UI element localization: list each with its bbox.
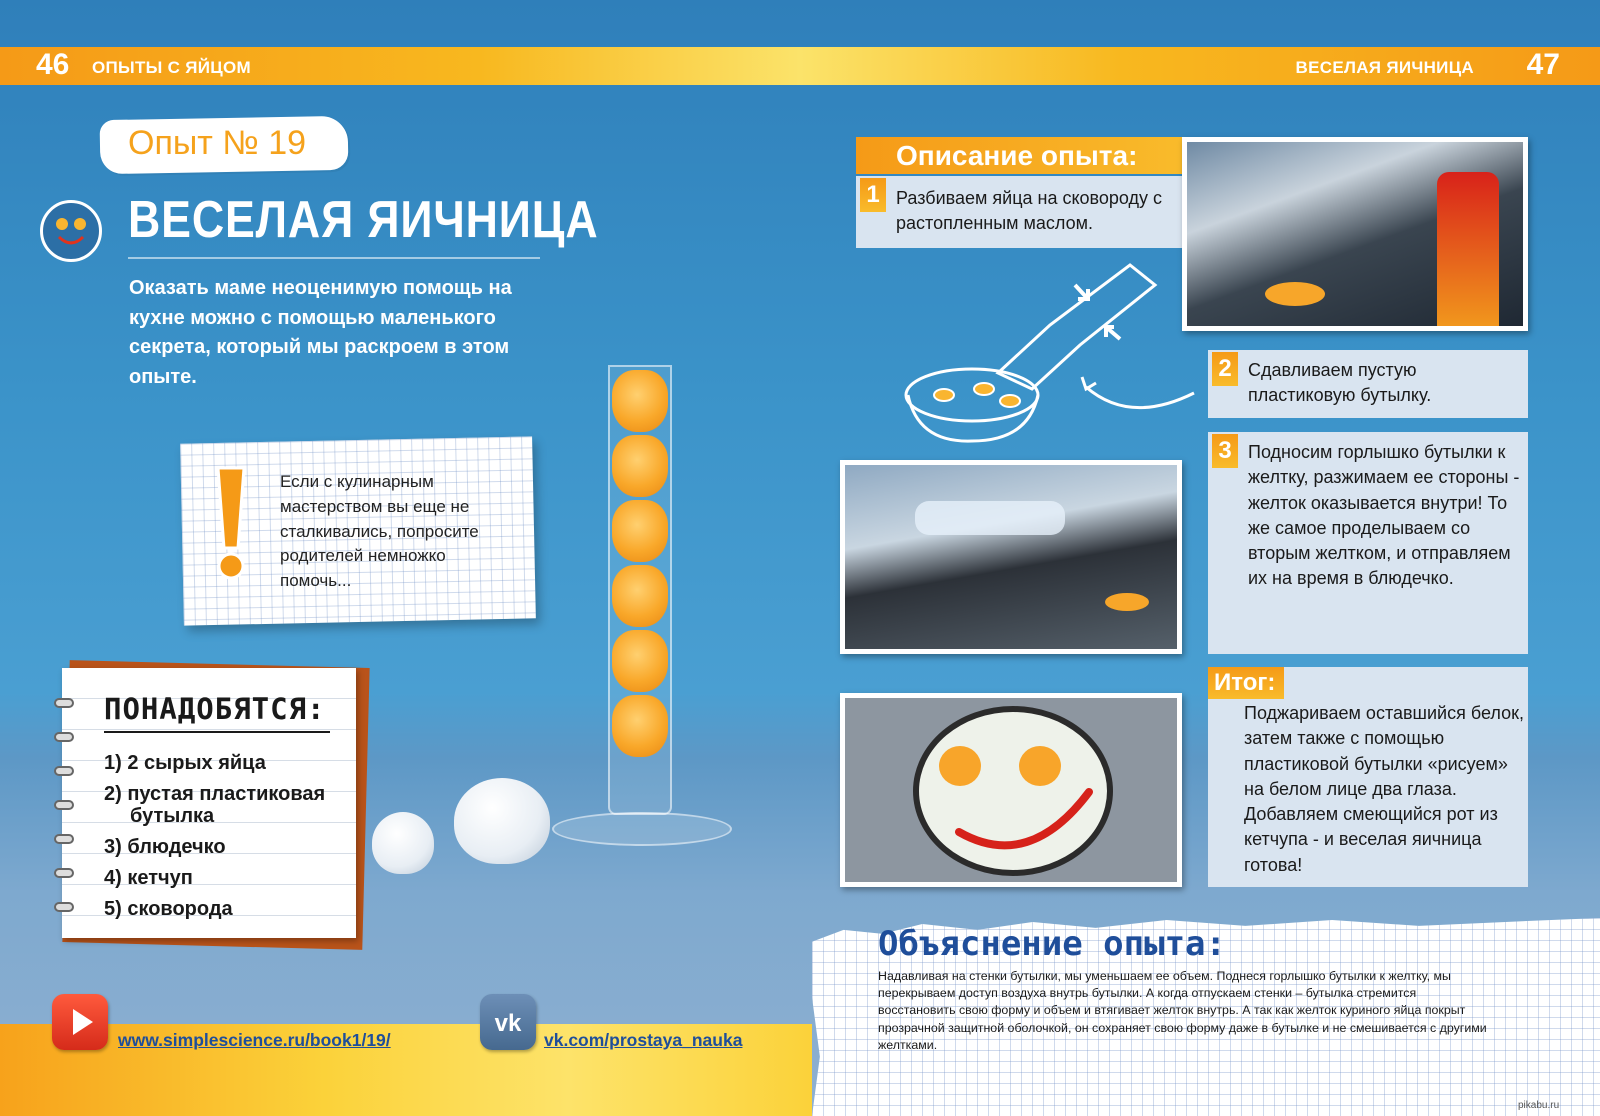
spiral-ring [54, 902, 74, 912]
smiley-omelette [913, 706, 1113, 876]
step-1-number: 1 [860, 178, 886, 212]
eggshell-image [454, 778, 550, 864]
spiral-ring [54, 732, 74, 742]
vk-icon[interactable] [480, 994, 536, 1050]
website-link[interactable]: www.simplescience.ru/book1/19/ [118, 1030, 391, 1050]
explanation-title: Объяснение опыта: [878, 924, 1226, 964]
supply-item: бутылка [130, 805, 215, 827]
left-page-number: 46 [36, 48, 70, 81]
squeeze-bottle-illustration [900, 255, 1200, 445]
supply-item: 3) блюдечко [104, 836, 226, 858]
yolk [612, 565, 668, 627]
spiral-ring [54, 868, 74, 878]
explanation-text: Надавливая на стенки бутылки, мы уменьшаем ее объем. Поднеся горлышко бутылки к желтку, мы перекрываем доступ воздуха внутрь бутылки. А когда отпускаем стенки – бутылка стремится восстановить свою форму и объем и втягивает желток внутрь. А так как желток куриного яйца покрыт прозрачной защитной оболочкой, он сохраняет свою форму даже в бутылке и не смешивается с другими желтками. [878, 969, 1487, 1052]
spiral-ring [54, 834, 74, 844]
description-header: Описание опыта: [896, 140, 1138, 171]
supply-item: 1) 2 сырых яйца [104, 752, 266, 774]
yolk-stack [612, 370, 668, 760]
step-1-text: Разбиваем яйца на сковороду с растопленным маслом. [896, 188, 1163, 234]
eggshell-image [372, 812, 434, 874]
result-text: Поджариваем оставшийся белок, затем также с помощью пластиковой бутылки «рисуем» на белом лице два глаза. Добавляем смеющийся рот из кетчупа - и веселая яичница готова! [1244, 703, 1524, 875]
intro-text: Оказать маме неоценимую помощь на кухне можно с помощью маленького секрета, который мы раскроем в этом опыте. [129, 277, 512, 388]
vk-link[interactable]: vk.com/prostaya_nauka [544, 1030, 743, 1050]
supply-item: 4) кетчуп [104, 867, 193, 889]
step-2-text: Сдавливаем пустую пластиковую бутылку. [1248, 360, 1432, 406]
step-3-number: 3 [1212, 434, 1238, 468]
video-play-icon[interactable] [52, 994, 108, 1050]
supplies-title-underline [104, 731, 330, 733]
watermark: pikabu.ru [1518, 1100, 1560, 1111]
spiral-ring [54, 766, 74, 776]
right-page-number: 47 [1526, 48, 1560, 81]
result-label: Итог: [1208, 667, 1284, 699]
plastic-bottle [915, 501, 1065, 535]
tube-base [552, 812, 732, 846]
experiment-number: Опыт № 19 [128, 124, 307, 162]
page-title: ВЕСЕЛАЯ ЯИЧНИЦА [128, 191, 599, 249]
supply-item: 2) пустая пластиковая [104, 783, 326, 805]
tip-text: Если с кулинарным мастерством вы еще не сталкивались, попросите родителей немножко помочь... [280, 472, 479, 591]
right-section-title: ВЕСЕЛАЯ ЯИЧНИЦА [1295, 58, 1474, 77]
yolk [1105, 593, 1149, 611]
yolk [612, 370, 668, 432]
ketchup-bottle [1437, 172, 1499, 331]
title-underline [128, 257, 540, 259]
left-section-title: ОПЫТЫ С ЯЙЦОМ [92, 58, 251, 77]
photo-cracking-eggs [1182, 137, 1528, 331]
supply-item: 5) сковорода [104, 898, 233, 920]
step-3-text: Подносим горлышко бутылки к желтку, разжимаем ее стороны - желток оказывается внутри! То же самое проделываем со вторым желтком, и отправляем их на время в блюдечко. [1248, 442, 1520, 589]
exclamation-icon [214, 466, 248, 582]
yolk [612, 500, 668, 562]
smiley-icon [40, 200, 102, 262]
spiral-ring [54, 800, 74, 810]
yolk [1265, 282, 1325, 306]
yolk [612, 695, 668, 757]
step-2-number: 2 [1212, 352, 1238, 386]
yolk [612, 630, 668, 692]
photo-bottle-over-pan [840, 460, 1182, 654]
yolk [612, 435, 668, 497]
vk-logo-text: vk [494, 1010, 522, 1037]
spiral-ring [54, 698, 74, 708]
supplies-title: ПОНАДОБЯТСЯ: [104, 692, 326, 726]
photo-smiley-omelette [840, 693, 1182, 887]
